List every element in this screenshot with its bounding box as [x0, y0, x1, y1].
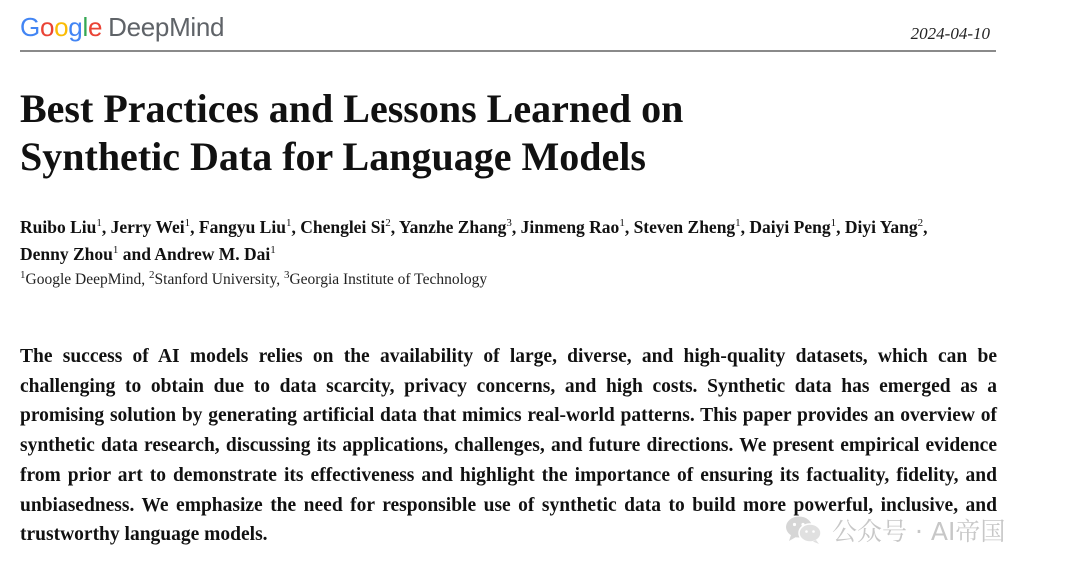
author-affiliation-mark: 1	[96, 217, 102, 230]
author	[154, 244, 275, 264]
author	[399, 217, 512, 237]
author-name: Yanzhe Zhang	[398, 217, 507, 237]
author-affiliation-mark: 3	[506, 217, 512, 230]
author	[300, 217, 391, 237]
author-name: Fangyu Liu	[198, 217, 286, 237]
paper-title-line-1: Best Practices and Lessons Learned on	[20, 86, 684, 131]
author-name: Chenglei Si	[300, 217, 386, 237]
affiliation-list: $^1$Google DeepMind, $^2$Stanford University, $^3$Georgia Institute of Technology	[20, 268, 488, 288]
author-affiliation-mark: 2	[385, 217, 391, 230]
author-name: Ruibo Liu	[20, 217, 97, 237]
page-header	[20, 10, 996, 52]
author-affiliation-mark: 1	[830, 217, 837, 230]
author-affiliation-mark: 1	[619, 217, 625, 230]
author	[634, 217, 741, 237]
google-letter: o	[39, 12, 55, 42]
author-affiliation-mark: 1	[285, 217, 292, 230]
affiliation-number: 3	[283, 268, 290, 281]
google-letter: e	[87, 12, 103, 42]
author	[199, 217, 292, 237]
author-name: Jinmeng Rao	[520, 217, 620, 237]
watermark-text: 公众号 · AI帝国	[832, 517, 1006, 546]
author-name: Diyi Yang	[844, 217, 918, 237]
author-affiliation-mark: 1	[112, 244, 119, 257]
author	[20, 217, 102, 237]
author-name: Jerry Wei	[110, 217, 185, 237]
author-affiliation-mark: 1	[184, 217, 191, 230]
affiliation-name: Stanford University	[154, 271, 277, 288]
author-name: Daiyi Peng	[749, 217, 831, 237]
abstract: The success of AI models relies on the availability of large, diverse, and high-quality datasets, which can be challenging to obtain due to data scarcity, privacy concerns, and high costs. Synthetic data has emerged as a promising solution by generating artificial data that mimics real-world patterns. This paper provides an overview of synthetic data research, discussing its applications, challenges, and future directions. We present empirical evidence from prior art to demonstrate its effectiveness and highlight the importance of ensuring its factuality, fidelity, and unbiasedness. We emphasize the need for responsible use of synthetic data to build more powerful, inclusive, and trustworthy language models.	[20, 346, 997, 546]
author	[111, 217, 191, 237]
author-affiliation-mark: 1	[270, 244, 276, 257]
paper-title	[20, 85, 1000, 181]
author-affiliation-mark: 2	[917, 217, 924, 230]
author-name: Andrew M. Dai	[154, 244, 271, 264]
deepmind-wordmark: DeepMind	[108, 12, 225, 42]
author-name: Steven Zheng	[633, 217, 736, 237]
paper-title-line-2: Synthetic Data for Language Models	[20, 134, 646, 179]
affiliation-number: 2	[149, 268, 155, 281]
author-list: Ruibo Liu$^1$, Jerry Wei$^1$, Fangyu Liu$^1$, Chenglei Si$^2$, Yanzhe Zhang$^3$, Jinmeng Rao$^1$, Steven Zheng$^1$, Daiyi Peng$^1$, Diyi Yang$^2$, Denny Zhou$^1$ and Andrew M. Dai$^1$	[20, 217, 928, 264]
author-name: Denny Zhou	[20, 244, 113, 264]
google-letter: g	[68, 12, 83, 42]
google-letter: l	[82, 12, 88, 42]
affiliation-name: Google DeepMind	[25, 271, 142, 288]
author	[749, 217, 836, 237]
google-letter: G	[20, 12, 40, 42]
author	[521, 217, 625, 237]
author-affiliation-mark: 1	[735, 217, 741, 230]
author	[20, 244, 118, 264]
google-wordmark	[20, 12, 102, 42]
affiliation-number: 1	[20, 268, 26, 281]
google-letter: o	[54, 12, 69, 42]
author	[845, 217, 923, 237]
google-deepmind-logo	[20, 12, 224, 42]
publication-date: 2024-04-10	[910, 24, 990, 43]
affiliation-name: Georgia Institute of Technology	[289, 271, 488, 288]
